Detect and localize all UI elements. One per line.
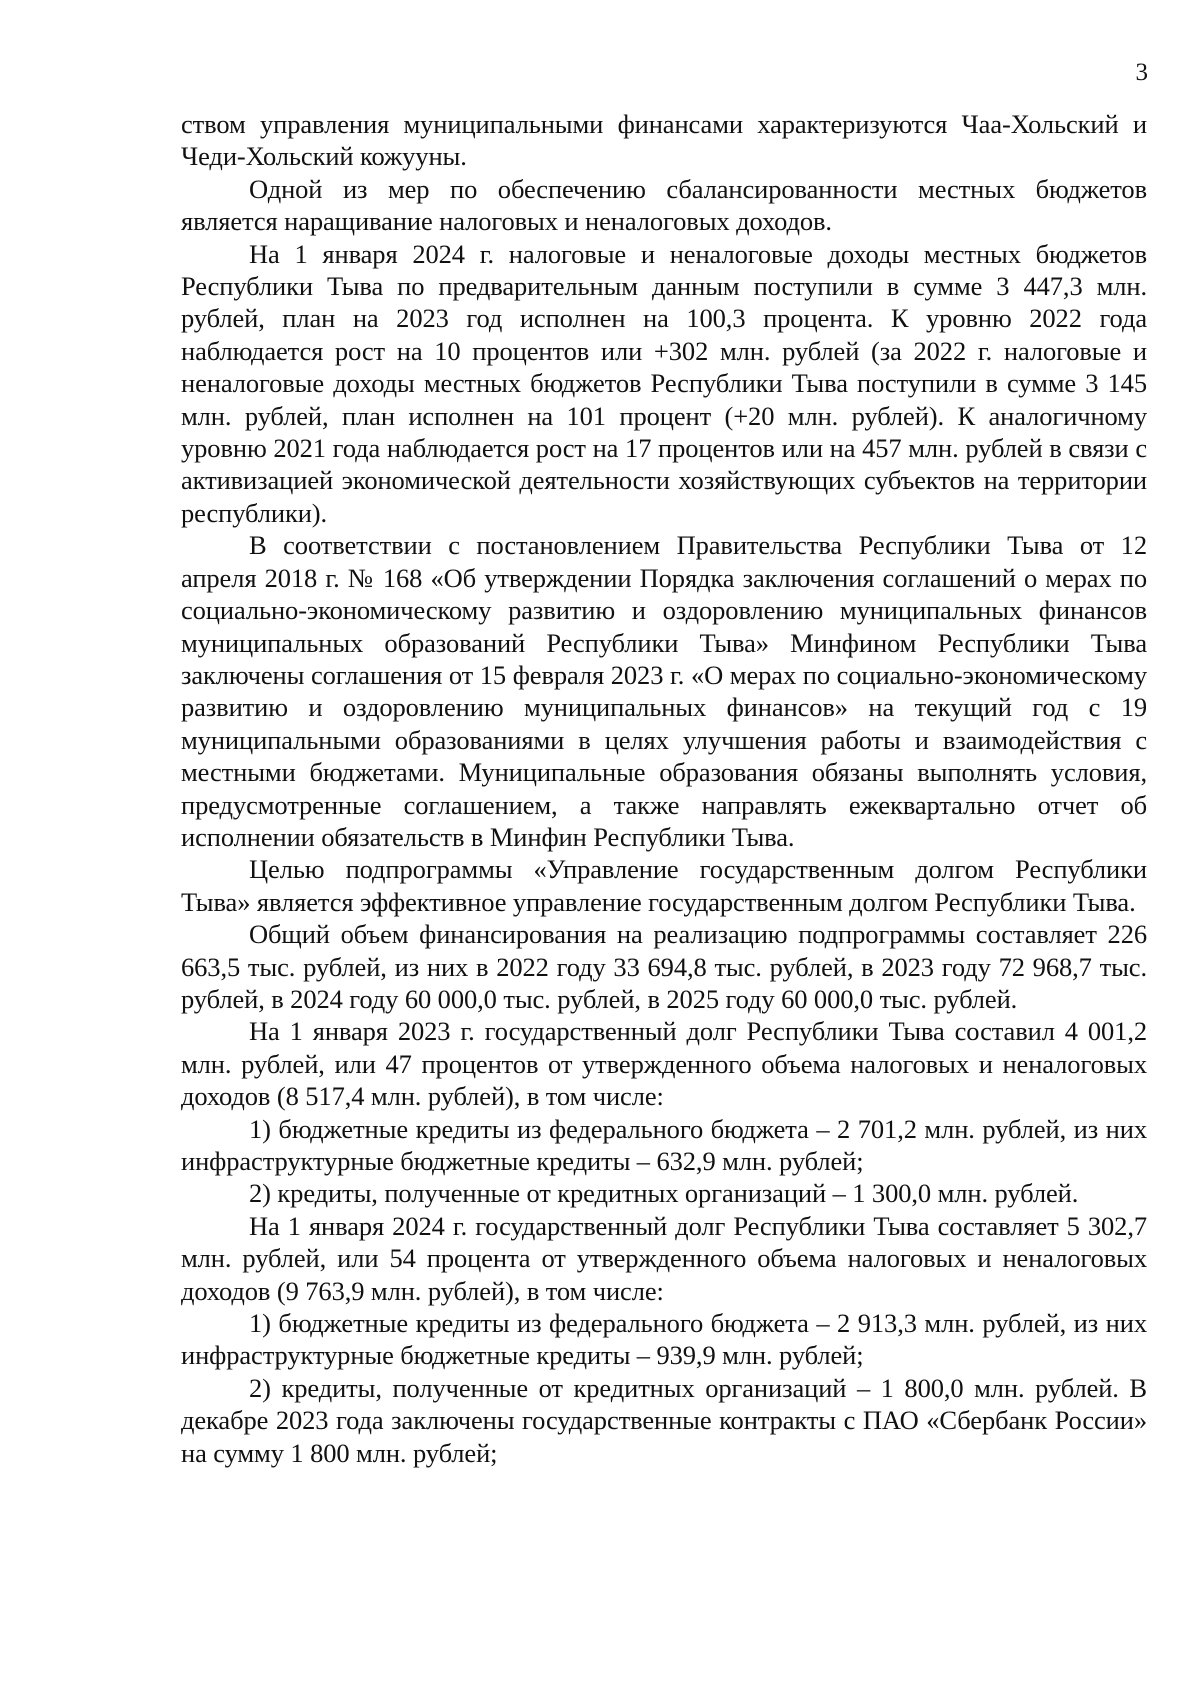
body-text (181, 108, 1147, 1469)
paragraph-5: Целью подпрограммы «Управление государственным долгом Республики Тыва» является эффективное управление государственным долгом Республики Тыва. (181, 854, 1147, 917)
list-item-2023-budget-credits: 1) бюджетные кредиты из федерального бюджета – 2 701,2 млн. рублей, из них инфраструктурные бюджетные кредиты – 632,9 млн. рублей; (181, 1113, 1147, 1176)
page-number: 3 (1135, 59, 1148, 86)
list-item-2023-commercial-credits: 2) кредиты, полученные от кредитных организаций – 1 300,0 млн. рублей. (249, 1178, 1079, 1209)
paragraph-3: На 1 января 2024 г. налоговые и неналоговые доходы местных бюджетов Республики Тыва по предварительным данным поступили в сумме 3 447,3 млн. рублей, план на 2023 год исполнен на 100,3 процента. К уровню 2022 года наблюдается рост на 10 процентов или +302 млн. рублей (за 2022 г. налоговые и неналоговые доходы местных бюджетов Республики Тыва поступили в сумме 3 145 млн. рублей, план исполнен на 101 процент (+20 млн. рублей). К аналогичному уровню 2021 года наблюдается рост на 17 процентов или на 457 млн. рублей в связи с активизацией экономической деятельности хозяйствующих субъектов на территории республики). (181, 238, 1147, 528)
paragraph-1: ством управления муниципальными финансами характеризуются Чаа-Хольский и Чеди-Хольский кожууны. (181, 109, 1147, 172)
paragraph-8: На 1 января 2024 г. государственный долг Республики Тыва составляет 5 302,7 млн. рублей, или 54 процента от утвержденного объема налоговых и неналоговых доходов (9 763,9 млн. рублей), в том числе: (181, 1210, 1147, 1306)
paragraph-7: На 1 января 2023 г. государственный долг Республики Тыва составил 4 001,2 млн. рублей, или 47 процентов от утвержденного объема налоговых и неналоговых доходов (8 517,4 млн. рублей), в том числе: (181, 1016, 1147, 1112)
paragraph-2: Одной из мер по обеспечению сбалансированности местных бюджетов является наращивание налоговых и неналоговых доходов. (181, 173, 1147, 237)
list-item-2024-budget-credits: 1) бюджетные кредиты из федерального бюджета – 2 913,3 млн. рублей, из них инфраструктурные бюджетные кредиты – 939,9 млн. рублей; (181, 1308, 1147, 1371)
paragraph-4: В соответствии с постановлением Правительства Республики Тыва от 12 апреля 2018 г. № 168 «Об утверждении Порядка заключения соглашений о мерах по социально-экономическому развитию и оздоровлению муниципальных финансов муниципальных образований Республики Тыва» Минфином Республики Тыва заключены соглашения от 15 февраля 2023 г. «О мерах по социально-экономическому развитию и оздоровлению муниципальных финансов» на текущий год с 19 муниципальными образованиями в целях улучшения работы и взаимодействия с местными бюджетами. Муниципальные образования обязаны выполнять условия, предусмотренные соглашением, а также направлять ежеквартально отчет об исполнении обязательств в Минфин Республики Тыва. (181, 530, 1147, 852)
list-item-2024-commercial-credits: 2) кредиты, полученные от кредитных организаций – 1 800,0 млн. рублей. В декабре 2023 года заключены государственные контракты с ПАО «Сбербанк России» на сумму 1 800 млн. рублей; (181, 1372, 1147, 1468)
paragraph-6: Общий объем финансирования на реализацию подпрограммы составляет 226 663,5 тыс. рублей, из них в 2022 году 33 694,8 тыс. рублей, в 2023 году 72 968,7 тыс. рублей, в 2024 году 60 000,0 тыс. рублей, в 2025 году 60 000,0 тыс. рублей. (181, 919, 1147, 1014)
